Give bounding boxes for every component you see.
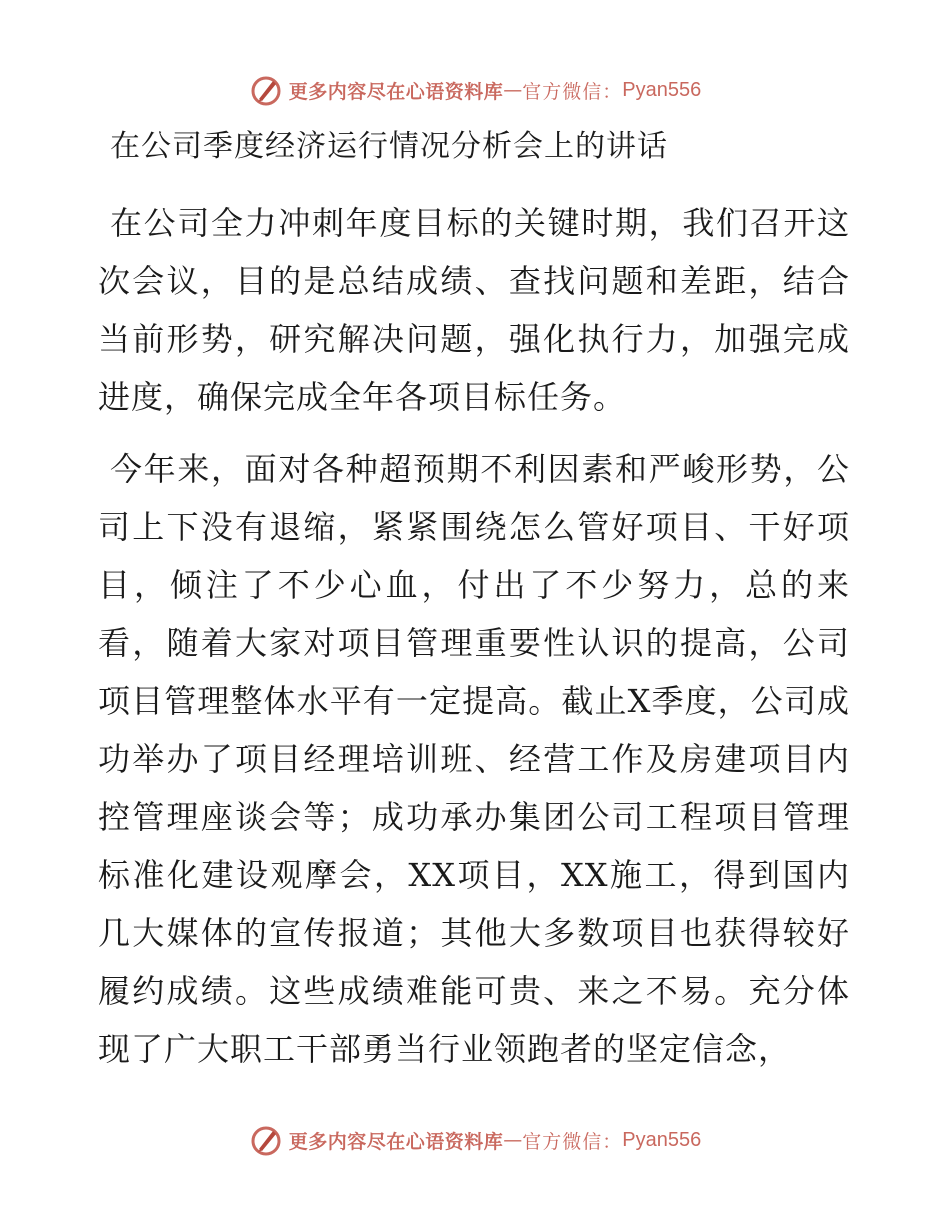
- watermark-separator: —: [503, 1129, 523, 1151]
- watermark-site-text: 更多内容尽在心语资料库: [288, 80, 504, 103]
- quill-seal-icon: [249, 1123, 283, 1157]
- watermark-official-label: 官方微信：: [522, 80, 623, 103]
- document-title: 在公司季度经济运行情况分析会上的讲话: [110, 129, 668, 164]
- paragraph-intro: 在公司全力冲刺年度目标的关键时期，我们召开这次会议，目的是总结成绩、查找问题和差距，结合当前形势，研究解决问题，强化执行力，加强完成进度，确保完成全年各项目标任务。: [98, 204, 850, 416]
- watermark-official-label: 官方微信：: [522, 1130, 623, 1153]
- header-watermark: [0, 70, 950, 110]
- watermark-separator: —: [503, 79, 523, 101]
- watermark-wechat-id: Pyan556: [622, 78, 702, 101]
- document-body: [98, 124, 850, 1092]
- footer-watermark: [0, 1120, 950, 1160]
- watermark-wechat-id: Pyan556: [622, 1128, 702, 1151]
- paragraph-achievements: 今年来，面对各种超预期不利因素和严峻形势，公司上下没有退缩，紧紧围绕怎么管好项目、干好项目，倾注了不少心血，付出了不少努力，总的来看，随着大家对项目管理重要性认识的提高，公司项目管理整体水平有一定提高。截止X季度，公司成功举办了项目经理培训班、经营工作及房建项目内控管理座谈会等；成功承办集团公司工程项目管理标准化建设观摩会，XX项目，XX施工，得到国内几大媒体的宣传报道；其他大多数项目也获得较好履约成绩。这些成绩难能可贵、来之不易。充分体现了广大职工干部勇当行业领跑者的坚定信念，: [98, 450, 850, 1068]
- watermark-site-text: 更多内容尽在心语资料库: [288, 1130, 504, 1153]
- quill-seal-icon: [249, 73, 283, 107]
